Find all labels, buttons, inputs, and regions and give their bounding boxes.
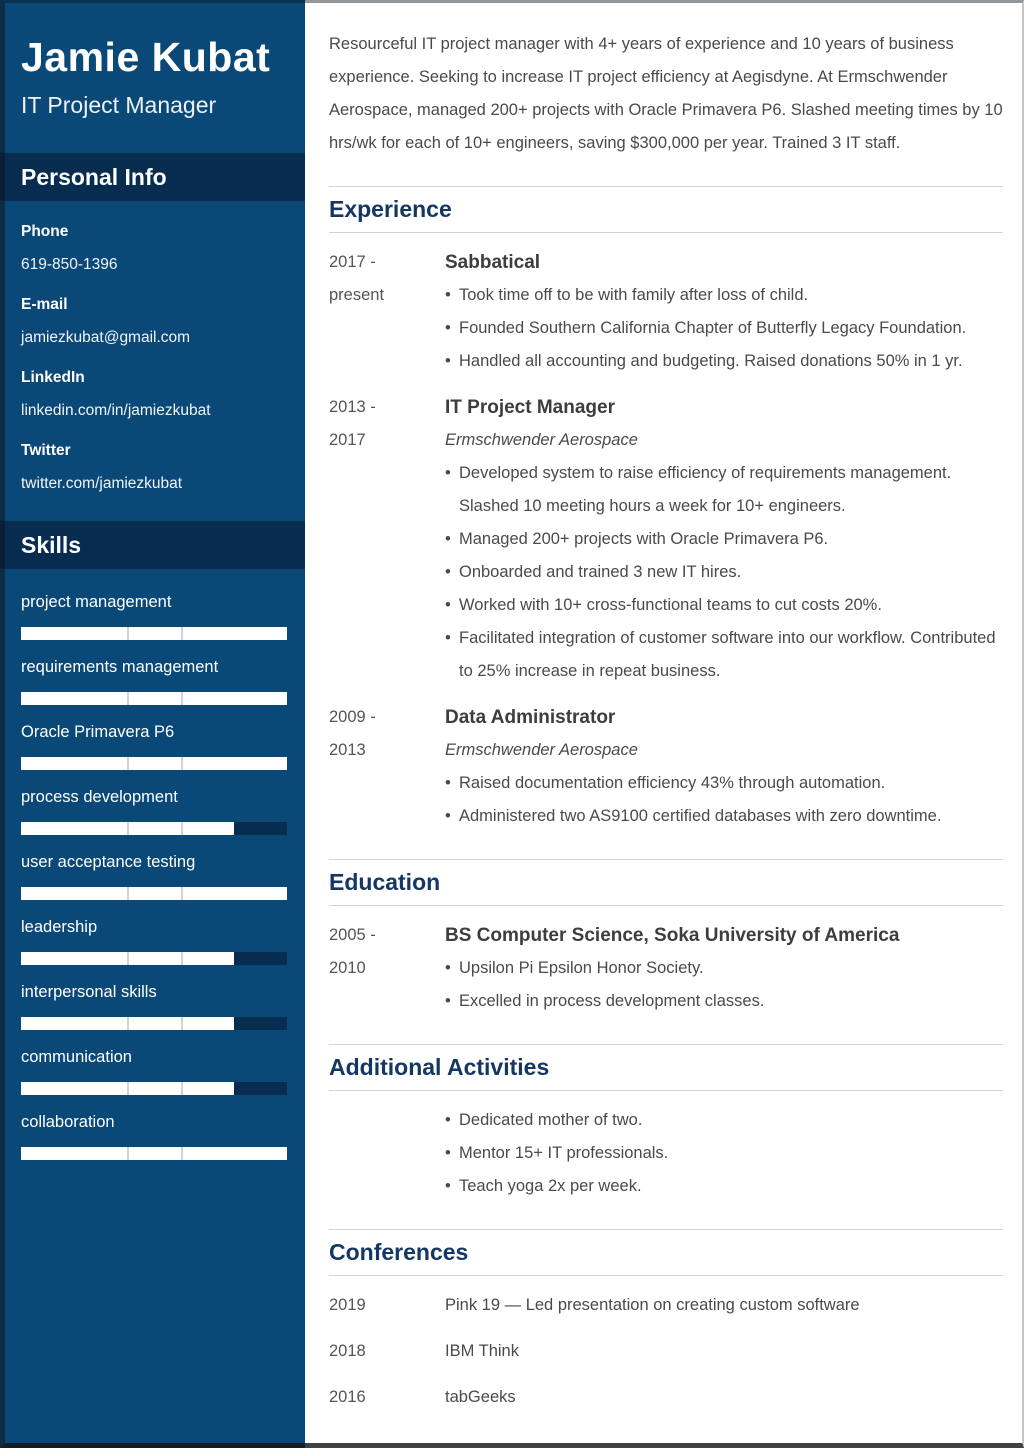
candidate-name: Jamie Kubat [21, 34, 271, 80]
entry-body [445, 1104, 1003, 1203]
section-entry [329, 1091, 1003, 1203]
skill-item [21, 982, 287, 1030]
skill-bar-divider [127, 1017, 129, 1030]
skill-bar-divider [181, 757, 183, 770]
entry-bullet: • Took time off to be with family after loss of child. [445, 279, 1003, 312]
skill-bar-divider [127, 1147, 129, 1160]
entry-title: Data Administrator [445, 707, 616, 728]
entry-bullet: • Teach yoga 2x per week. [445, 1170, 1003, 1203]
section-entry [329, 688, 1003, 833]
skill-rating-bar [21, 887, 287, 900]
section-rule-top [329, 1229, 1003, 1230]
entry-dates [329, 1289, 445, 1322]
contact-item [21, 441, 287, 493]
section-entry [329, 378, 1003, 688]
entry-title: IT Project Manager [445, 397, 615, 418]
skill-rating-bar [21, 1147, 287, 1160]
entry-bullet: • Excelled in process development classes. [445, 985, 1003, 1018]
section-heading: Additional Activities [329, 1054, 550, 1080]
main-content [305, 0, 1024, 1448]
entry-date-end: 2010 [329, 959, 366, 977]
skill-bar-divider [181, 1082, 183, 1095]
skill-rating-fill [21, 757, 287, 770]
skill-label: requirements management [21, 658, 219, 676]
section-entry [329, 1322, 1003, 1368]
entry-title: BS Computer Science, Soka University of America [445, 925, 900, 946]
entry-bullet: • Handled all accounting and budgeting. Raised donations 50% in 1 yr. [445, 345, 1003, 378]
resume-section [329, 1044, 1003, 1203]
skill-bar-divider [181, 627, 183, 640]
entry-dates [329, 701, 445, 833]
skill-rating-bar [21, 757, 287, 770]
skill-item [21, 1112, 287, 1160]
entry-dates [329, 391, 445, 688]
entry-text: tabGeeks [445, 1388, 516, 1406]
skill-item [21, 722, 287, 770]
entry-bullet: • Founded Southern California Chapter of Butterfly Legacy Foundation. [445, 312, 1003, 345]
skill-label: leadership [21, 918, 98, 936]
entry-bullet: • Mentor 15+ IT professionals. [445, 1137, 1003, 1170]
entry-bullet: • Developed system to raise efficiency of requirements management. Slashed 10 meeting hours a week for 10+ engineers. [445, 457, 1003, 523]
skill-label: interpersonal skills [21, 983, 157, 1001]
skills-list [0, 569, 305, 1160]
entry-date-start: 2018 [329, 1342, 366, 1360]
contact-item [21, 222, 287, 274]
entry-bullet-list [445, 279, 1003, 378]
entry-body [445, 1381, 1003, 1414]
contact-value: twitter.com/jamiezkubat [21, 475, 183, 492]
skill-bar-divider [127, 822, 129, 835]
skill-bar-divider [127, 887, 129, 900]
entry-dates [329, 1335, 445, 1368]
skill-rating-bar [21, 1017, 287, 1030]
entry-dates [329, 1104, 445, 1203]
skill-rating-bar [21, 1082, 287, 1095]
skill-bar-divider [181, 1147, 183, 1160]
entry-date-start: 2019 [329, 1296, 366, 1314]
contact-value: linkedin.com/in/jamiezkubat [21, 402, 211, 419]
skill-label: collaboration [21, 1113, 115, 1131]
skill-rating-fill [21, 627, 287, 640]
entry-bullet: • Dedicated mother of two. [445, 1104, 1003, 1137]
skill-bar-divider [181, 887, 183, 900]
skill-bar-divider [127, 1082, 129, 1095]
skill-label: Oracle Primavera P6 [21, 723, 175, 741]
entry-bullet: • Facilitated integration of customer software into our workflow. Contributed to 25% increase in repeat business. [445, 622, 1003, 688]
skill-item [21, 917, 287, 965]
section-heading: Conferences [329, 1239, 469, 1265]
skill-bar-divider [181, 692, 183, 705]
entry-body [445, 919, 1003, 1018]
professional-summary: Resourceful IT project manager with 4+ years of experience and 10 years of business experience. Seeking to increase IT project efficiency at Aegisdyne. At Ermschwender Aerospace, managed 200+ projects with Oracle Primavera P6. Slashed meeting times by 10 hrs/wk for each of 10+ engineers, saving $300,000 per year. Trained 3 IT staff. [329, 35, 1003, 152]
entry-bullet: • Worked with 10+ cross-functional teams to cut costs 20%. [445, 589, 1003, 622]
skill-rating-bar [21, 952, 287, 965]
entry-date-start: 2017 - [329, 253, 376, 271]
section-rule-top [329, 859, 1003, 860]
entry-dates [329, 246, 445, 378]
skill-bar-divider [181, 952, 183, 965]
section-entry [329, 1276, 1003, 1322]
skill-item [21, 1047, 287, 1095]
skill-item [21, 787, 287, 835]
entry-date-start: 2016 [329, 1388, 366, 1406]
section-rule-top [329, 1044, 1003, 1045]
skill-rating-fill [21, 887, 287, 900]
skill-bar-divider [127, 952, 129, 965]
skill-label: communication [21, 1048, 132, 1066]
entry-body [445, 246, 1003, 378]
skill-label: project management [21, 593, 172, 611]
entry-text: IBM Think [445, 1342, 519, 1360]
skill-item [21, 852, 287, 900]
entry-bullet-list [445, 1104, 1003, 1203]
resume-section [329, 1229, 1003, 1414]
section-entry [329, 906, 1003, 1018]
entry-title: Sabbatical [445, 252, 541, 273]
contact-list [0, 222, 305, 493]
resume-section [329, 186, 1003, 833]
skill-label: process development [21, 788, 178, 806]
skill-bar-divider [127, 627, 129, 640]
contact-item [21, 295, 287, 347]
entry-date-start: 2013 - [329, 398, 376, 416]
skill-bar-divider [127, 692, 129, 705]
section-rule-top [329, 186, 1003, 187]
entry-date-end: present [329, 286, 385, 304]
entry-dates [329, 919, 445, 1018]
skill-item [21, 592, 287, 640]
entry-body [445, 1289, 1003, 1322]
entry-dates [329, 1381, 445, 1414]
sidebar [0, 0, 305, 1448]
entry-bullet: • Onboarded and trained 3 new IT hires. [445, 556, 1003, 589]
entry-body [445, 701, 1003, 833]
contact-label: Twitter [21, 442, 71, 459]
entry-text: Pink 19 — Led presentation on creating custom software [445, 1296, 860, 1314]
entry-bullet: • Upsilon Pi Epsilon Honor Society. [445, 952, 1003, 985]
skill-bar-divider [181, 1017, 183, 1030]
skill-bar-divider [181, 822, 183, 835]
skill-label: user acceptance testing [21, 853, 196, 871]
contact-label: Phone [21, 223, 69, 240]
skill-rating-fill [21, 1147, 287, 1160]
entry-date-start: 2005 - [329, 926, 376, 944]
contact-value: 619-850-1396 [21, 256, 118, 273]
entry-company: Ermschwender Aerospace [445, 431, 638, 449]
skill-rating-bar [21, 692, 287, 705]
entry-body [445, 1335, 1003, 1368]
section-entry [329, 1368, 1003, 1414]
skill-rating-bar [21, 627, 287, 640]
entry-bullet-list [445, 952, 1003, 1018]
entry-company: Ermschwender Aerospace [445, 741, 638, 759]
skill-rating-fill [21, 692, 287, 705]
section-entry [329, 233, 1003, 378]
skill-bar-divider [127, 757, 129, 770]
contact-label: LinkedIn [21, 369, 85, 386]
entry-date-end: 2017 [329, 431, 366, 449]
entry-date-end: 2013 [329, 741, 366, 759]
skill-item [21, 657, 287, 705]
skill-rating-bar [21, 822, 287, 835]
entry-bullet: • Administered two AS9100 certified databases with zero downtime. [445, 800, 1003, 833]
contact-item [21, 368, 287, 420]
section-heading: Education [329, 869, 441, 895]
sidebar-heading-personal-info: Personal Info [0, 153, 305, 201]
resume-section [329, 859, 1003, 1018]
sidebar-heading-skills: Skills [0, 521, 305, 569]
entry-bullet: • Managed 200+ projects with Oracle Primavera P6. [445, 523, 1003, 556]
entry-bullet-list [445, 457, 1003, 688]
contact-label: E-mail [21, 296, 68, 313]
entry-bullet-list [445, 767, 1003, 833]
section-heading: Experience [329, 196, 452, 222]
entry-date-start: 2009 - [329, 708, 376, 726]
entry-bullet: • Raised documentation efficiency 43% through automation. [445, 767, 1003, 800]
contact-value: jamiezkubat@gmail.com [21, 329, 191, 346]
entry-body [445, 391, 1003, 688]
candidate-job-title: IT Project Manager [21, 92, 217, 118]
